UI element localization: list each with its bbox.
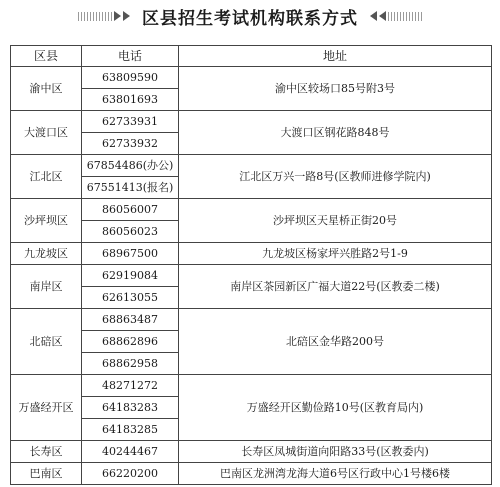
table-row [11, 155, 492, 177]
address-cell: 巴南区龙洲湾龙海大道6号区行政中心1号楼6楼 [179, 463, 492, 485]
district-name-cell: 渝中区 [11, 67, 82, 111]
district-name-cell: 大渡口区 [11, 111, 82, 155]
phone-cell: 68862896 [82, 331, 179, 353]
district-name-cell: 万盛经开区 [11, 375, 82, 441]
address-cell: 南岸区茶园新区广福大道22号(区教委二楼) [179, 265, 492, 309]
district-name-cell: 长寿区 [11, 441, 82, 463]
address-cell: 万盛经开区勤俭路10号(区教育局内) [179, 375, 492, 441]
phone-cell: 68862958 [82, 353, 179, 375]
phone-cell: 86056007 [82, 199, 179, 221]
table-row [11, 309, 492, 331]
table-row [11, 199, 492, 221]
district-name-cell: 江北区 [11, 155, 82, 199]
table-row [11, 441, 492, 463]
page-title: 区县招生考试机构联系方式 [142, 8, 358, 29]
address-cell: 长寿区凤城街道向阳路33号(区教委内) [179, 441, 492, 463]
table-row [11, 67, 492, 89]
phone-cell: 64183283 [82, 397, 179, 419]
phone-cell: 48271272 [82, 375, 179, 397]
contact-table [10, 45, 492, 485]
phone-cell: 86056023 [82, 221, 179, 243]
address-cell: 渝中区较场口85号附3号 [179, 67, 492, 111]
left-arrow-decoration-icon [78, 11, 130, 21]
phone-cell: 66220200 [82, 463, 179, 485]
phone-cell: 40244467 [82, 441, 179, 463]
address-cell: 江北区万兴一路8号(区教师进修学院内) [179, 155, 492, 199]
table-row [11, 243, 492, 265]
phone-cell: 62733931 [82, 111, 179, 133]
table-row [11, 265, 492, 287]
district-name-cell: 巴南区 [11, 463, 82, 485]
phone-cell: 62733932 [82, 133, 179, 155]
page-header [0, 0, 500, 32]
column-header-phone: 电话 [82, 46, 179, 67]
address-cell: 九龙坡区杨家坪兴胜路2号1-9 [179, 243, 492, 265]
district-name-cell: 北碚区 [11, 309, 82, 375]
phone-cell: 64183285 [82, 419, 179, 441]
district-name-cell: 沙坪坝区 [11, 199, 82, 243]
phone-cell: 67551413(报名) [82, 177, 179, 199]
district-name-cell: 南岸区 [11, 265, 82, 309]
phone-cell: 68863487 [82, 309, 179, 331]
table-body [11, 67, 492, 485]
column-header-district: 区县 [11, 46, 82, 67]
phone-cell: 67854486(办公) [82, 155, 179, 177]
table-row [11, 463, 492, 485]
phone-cell: 68967500 [82, 243, 179, 265]
right-arrow-decoration-icon [370, 11, 422, 21]
address-cell: 大渡口区钢花路848号 [179, 111, 492, 155]
table-row [11, 375, 492, 397]
district-name-cell: 九龙坡区 [11, 243, 82, 265]
phone-cell: 63801693 [82, 89, 179, 111]
table-header-row [11, 46, 492, 67]
column-header-address: 地址 [179, 46, 492, 67]
address-cell: 沙坪坝区天星桥正街20号 [179, 199, 492, 243]
phone-cell: 62613055 [82, 287, 179, 309]
phone-cell: 62919084 [82, 265, 179, 287]
address-cell: 北碚区金华路200号 [179, 309, 492, 375]
phone-cell: 63809590 [82, 67, 179, 89]
table-row [11, 111, 492, 133]
